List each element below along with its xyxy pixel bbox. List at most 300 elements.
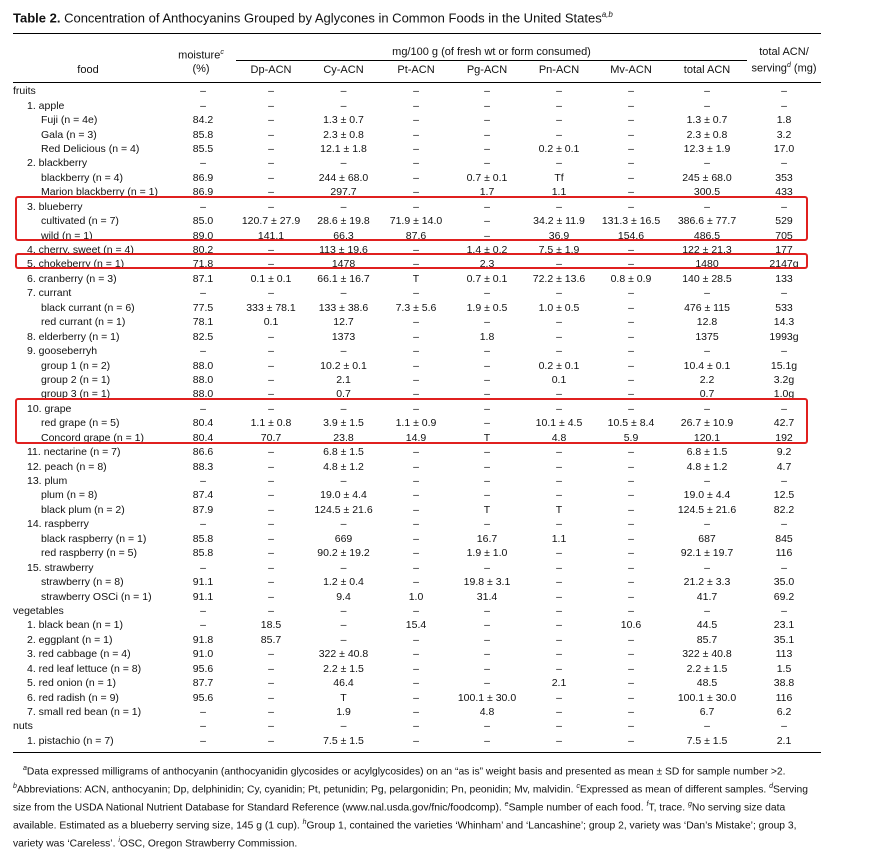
food-cell: 4. cherry, sweet (n = 4) xyxy=(27,244,134,257)
value-cell: – xyxy=(340,402,347,415)
value-cell: – xyxy=(268,142,274,155)
value-cell: 70.7 xyxy=(260,431,282,444)
value-cell: 386.6 ± 77.7 xyxy=(677,215,737,228)
value-cell: 4.8 xyxy=(551,431,567,444)
value-cell: 19.0 ± 4.4 xyxy=(320,489,367,502)
food-cell: group 3 (n = 1) xyxy=(41,388,111,401)
value-cell: 28.6 ± 19.8 xyxy=(317,215,370,228)
food-cell: red currant (n = 1) xyxy=(41,316,126,329)
value-cell: 88.3 xyxy=(192,460,214,473)
food-cell: black raspberry (n = 1) xyxy=(41,532,147,545)
value-cell: – xyxy=(628,186,634,199)
footnote-b: Abbreviations: ACN, anthocyanin; Dp, delphinidin; Cy, cyanidin; Pt, petunidin; Pg, pelargonidin; Pn, peonidin; Mv, malvidin. xyxy=(16,784,574,796)
value-cell: – xyxy=(556,85,562,98)
value-cell: – xyxy=(781,720,787,733)
value-cell: – xyxy=(200,200,206,213)
value-cell: – xyxy=(628,258,634,271)
value-cell: – xyxy=(413,460,419,473)
value-cell: 0.1 ± 0.1 xyxy=(250,272,292,285)
value-cell: – xyxy=(340,200,347,213)
value-cell: – xyxy=(556,258,562,271)
value-cell: – xyxy=(413,99,419,112)
value-cell: 124.5 ± 21.6 xyxy=(677,503,737,516)
value-cell: – xyxy=(484,460,490,473)
table-row xyxy=(13,589,821,603)
value-cell: 100.1 ± 30.0 xyxy=(457,691,517,704)
header-group-rule xyxy=(236,60,747,61)
value-cell: – xyxy=(268,576,274,589)
value-cell: 116 xyxy=(775,691,793,704)
value-cell: – xyxy=(556,590,562,603)
table-row xyxy=(13,286,821,300)
value-cell: – xyxy=(556,287,562,300)
table-row xyxy=(13,373,821,387)
table-row xyxy=(13,459,821,473)
value-cell: – xyxy=(268,734,274,747)
table-row xyxy=(13,301,821,315)
value-cell: – xyxy=(200,287,206,300)
value-cell: – xyxy=(268,388,274,401)
value-cell: 1480 xyxy=(695,258,719,271)
value-cell: – xyxy=(413,734,419,747)
value-cell: – xyxy=(268,532,274,545)
value-cell: – xyxy=(268,677,274,690)
value-cell: – xyxy=(200,720,206,733)
value-cell: – xyxy=(340,561,347,574)
value-cell: – xyxy=(340,345,347,358)
value-cell: – xyxy=(484,662,490,675)
value-cell: 1.9 ± 1.0 xyxy=(466,547,508,560)
value-cell: – xyxy=(340,604,347,617)
value-cell: 18.5 xyxy=(260,619,282,632)
value-cell: 15.4 xyxy=(405,619,427,632)
value-cell: 3.2g xyxy=(773,373,795,386)
value-cell: 7.3 ± 5.6 xyxy=(395,301,437,314)
footnote-f: T, trace. xyxy=(648,802,686,814)
food-cell: Marion blackberry (n = 1) xyxy=(41,186,159,199)
value-cell: – xyxy=(484,633,490,646)
value-cell: – xyxy=(413,475,419,488)
table-row xyxy=(13,98,821,112)
value-cell: 4.8 xyxy=(479,706,495,719)
food-cell: black plum (n = 2) xyxy=(41,503,125,516)
highlight-grape xyxy=(15,398,808,444)
value-cell: 23.1 xyxy=(773,619,795,632)
value-cell: – xyxy=(628,720,634,733)
value-cell: – xyxy=(268,720,274,733)
value-cell: 87.7 xyxy=(192,677,214,690)
value-cell: – xyxy=(556,720,562,733)
caption-footnote-marks: a,b xyxy=(601,10,613,19)
table-row xyxy=(13,676,821,690)
value-cell: – xyxy=(268,200,274,213)
col-header-dp: Dp-ACN xyxy=(250,64,292,76)
value-cell: – xyxy=(556,489,562,502)
value-cell: – xyxy=(556,99,562,112)
value-cell: – xyxy=(268,287,274,300)
value-cell: 86.9 xyxy=(192,171,214,184)
value-cell: – xyxy=(200,619,206,632)
food-cell: 3. blueberry xyxy=(27,200,83,213)
value-cell: 3.2 xyxy=(776,128,792,141)
value-cell: 46.4 xyxy=(333,677,354,690)
value-cell: – xyxy=(268,157,274,170)
food-cell: 5. red onion (n = 1) xyxy=(27,677,117,690)
footnote-i: OSC, Oregon Strawberry Commission. xyxy=(119,838,298,850)
footnote-g: No serving size data available. Estimated as a blueberry serving size, 145 g (1 cup). xyxy=(13,802,786,832)
value-cell: – xyxy=(556,691,562,704)
value-cell: – xyxy=(413,142,419,155)
value-cell: – xyxy=(781,518,787,531)
value-cell: – xyxy=(628,316,634,329)
value-cell: – xyxy=(484,388,490,401)
value-cell: – xyxy=(200,734,206,747)
food-cell: 7. currant xyxy=(27,287,72,300)
value-cell: – xyxy=(704,604,710,617)
value-cell: – xyxy=(268,330,274,343)
col-header-total: total ACN xyxy=(683,64,731,76)
table-row xyxy=(13,647,821,661)
col-header-cy: Cy-ACN xyxy=(323,64,364,76)
value-cell: – xyxy=(413,662,419,675)
value-cell: – xyxy=(340,720,347,733)
table-row xyxy=(13,474,821,488)
food-cell: red raspberry (n = 5) xyxy=(41,547,137,560)
value-cell: – xyxy=(628,128,634,141)
value-cell: – xyxy=(268,503,274,516)
highlight-chokeberry xyxy=(15,253,808,269)
value-cell: – xyxy=(556,662,562,675)
value-cell: 82.5 xyxy=(192,330,214,343)
value-cell: 10.6 xyxy=(620,619,642,632)
value-cell: 80.2 xyxy=(192,244,214,257)
value-cell: – xyxy=(556,706,562,719)
value-cell: – xyxy=(200,345,206,358)
value-cell: – xyxy=(484,561,490,574)
value-cell: – xyxy=(484,142,490,155)
value-cell: 113 xyxy=(775,648,793,661)
value-cell: T xyxy=(483,431,491,444)
value-cell: – xyxy=(556,388,562,401)
value-cell: – xyxy=(484,720,490,733)
value-cell: – xyxy=(268,604,274,617)
value-cell: T xyxy=(555,503,563,516)
value-cell: 9.2 xyxy=(776,446,792,459)
value-cell: 12.3 ± 1.9 xyxy=(683,142,731,155)
value-cell: 533 xyxy=(775,301,793,314)
value-cell: T xyxy=(412,272,420,285)
value-cell: 2147g xyxy=(769,258,799,271)
food-cell: fruits xyxy=(13,85,36,98)
food-cell: 6. red radish (n = 9) xyxy=(27,691,119,704)
value-cell: – xyxy=(628,359,634,372)
value-cell: 85.7 xyxy=(696,633,718,646)
value-cell: 1.2 ± 0.4 xyxy=(323,576,364,589)
value-cell: – xyxy=(628,171,634,184)
table-row xyxy=(13,690,821,704)
value-cell: 48.5 xyxy=(696,677,718,690)
value-cell: 34.2 ± 11.9 xyxy=(533,215,585,228)
value-cell: 87.6 xyxy=(405,229,427,242)
value-cell: – xyxy=(628,734,634,747)
value-cell: – xyxy=(628,633,634,646)
col-header-group: mg/100 g (of fresh wt or form consumed) xyxy=(392,46,591,58)
table-row xyxy=(13,84,821,98)
value-cell: – xyxy=(556,475,562,488)
value-cell: – xyxy=(413,373,419,386)
value-cell: – xyxy=(628,604,634,617)
value-cell: – xyxy=(781,345,787,358)
value-cell: – xyxy=(628,402,634,415)
value-cell: – xyxy=(413,287,419,300)
col-header-pg: Pg-ACN xyxy=(466,64,508,76)
value-cell: 133 xyxy=(775,272,793,285)
value-cell: – xyxy=(340,99,347,112)
value-cell: 140 ± 28.5 xyxy=(682,272,732,285)
value-cell: – xyxy=(781,99,787,112)
food-cell: Fuji (n = 4e) xyxy=(41,114,98,127)
value-cell: – xyxy=(556,604,562,617)
value-cell: – xyxy=(556,734,562,747)
value-cell: – xyxy=(628,388,634,401)
value-cell: – xyxy=(413,128,419,141)
value-cell: – xyxy=(340,619,347,632)
value-cell: 17.0 xyxy=(773,142,795,155)
value-cell: – xyxy=(484,99,490,112)
value-cell: – xyxy=(628,590,634,603)
value-cell: Tf xyxy=(554,171,564,184)
value-cell: 7.5 ± 1.5 xyxy=(323,734,364,747)
value-cell: 71.8 xyxy=(192,258,214,271)
value-cell: 1373 xyxy=(331,330,356,343)
food-cell: 4. red leaf lettuce (n = 8) xyxy=(27,662,142,675)
value-cell: 2.1 xyxy=(776,734,792,747)
value-cell: – xyxy=(413,402,419,415)
value-cell: 0.7 xyxy=(336,388,351,401)
value-cell: – xyxy=(413,561,419,574)
value-cell: 669 xyxy=(334,532,353,545)
col-header-moisture: moisture$^c$ (%) xyxy=(178,49,224,75)
value-cell: – xyxy=(413,316,419,329)
value-cell: – xyxy=(200,518,206,531)
value-cell: 12.5 xyxy=(773,489,795,502)
value-cell: – xyxy=(628,114,634,127)
value-cell: – xyxy=(704,475,710,488)
value-cell: 44.5 xyxy=(696,619,718,632)
value-cell: 10.4 ± 0.1 xyxy=(683,359,731,372)
value-cell: 10.1 ± 4.5 xyxy=(535,417,583,430)
value-cell: – xyxy=(704,287,710,300)
value-cell: 300.5 xyxy=(693,186,721,199)
value-cell: 0.1 xyxy=(263,316,279,329)
value-cell: 2.2 xyxy=(699,373,715,386)
value-cell: – xyxy=(556,345,562,358)
food-cell: nuts xyxy=(13,720,33,733)
value-cell: 80.4 xyxy=(192,431,214,444)
value-cell: 2.3 xyxy=(479,258,495,271)
food-cell: black currant (n = 6) xyxy=(41,301,135,314)
value-cell: – xyxy=(628,475,634,488)
value-cell: – xyxy=(413,186,419,199)
value-cell: – xyxy=(484,677,490,690)
value-cell: 2.2 ± 1.5 xyxy=(686,662,728,675)
table-row xyxy=(13,705,821,719)
value-cell: 133 ± 38.6 xyxy=(318,301,369,314)
value-cell: 433 xyxy=(775,186,793,199)
value-cell: – xyxy=(200,561,206,574)
food-cell: Red Delicious (n = 4) xyxy=(41,142,140,155)
value-cell: – xyxy=(628,373,634,386)
value-cell: 69.2 xyxy=(773,590,795,603)
value-cell: – xyxy=(781,157,787,170)
value-cell: – xyxy=(484,128,490,141)
value-cell: 31.4 xyxy=(476,590,498,603)
value-cell: 66.1 ± 16.7 xyxy=(317,272,370,285)
value-cell: – xyxy=(628,532,634,545)
value-cell: 5.9 xyxy=(623,431,639,444)
value-cell: – xyxy=(704,402,710,415)
value-cell: – xyxy=(704,85,710,98)
value-cell: 353 xyxy=(775,171,793,184)
food-cell: 2. eggplant (n = 1) xyxy=(27,633,113,646)
value-cell: – xyxy=(704,345,710,358)
value-cell: 9.4 xyxy=(336,590,351,603)
food-cell: 9. gooseberryh xyxy=(27,345,98,358)
value-cell: – xyxy=(268,85,274,98)
value-cell: – xyxy=(413,489,419,502)
food-cell: cultivated (n = 7) xyxy=(41,215,119,228)
value-cell: 91.1 xyxy=(192,576,214,589)
value-cell: 245 ± 68.0 xyxy=(682,171,732,184)
value-cell: – xyxy=(781,402,787,415)
value-cell: 87.9 xyxy=(192,503,214,516)
value-cell: 26.7 ± 10.9 xyxy=(680,417,734,430)
value-cell: – xyxy=(628,446,634,459)
value-cell: 1375 xyxy=(695,330,719,343)
value-cell: 333 ± 78.1 xyxy=(246,301,296,314)
value-cell: 113 ± 19.6 xyxy=(319,244,368,257)
value-cell: 87.1 xyxy=(192,272,214,285)
footnote-c: Expressed as mean of different samples. xyxy=(579,784,767,796)
value-cell: 91.8 xyxy=(192,633,214,646)
food-cell: 7. small red bean (n = 1) xyxy=(27,706,142,719)
value-cell: – xyxy=(781,604,787,617)
value-cell: – xyxy=(268,706,274,719)
value-cell: – xyxy=(268,186,274,199)
value-cell: 529 xyxy=(775,215,793,228)
value-cell: – xyxy=(484,345,490,358)
food-cell: Concord grape (n = 1) xyxy=(41,431,145,444)
value-cell: – xyxy=(340,518,347,531)
value-cell: – xyxy=(340,475,347,488)
value-cell: – xyxy=(268,561,274,574)
value-cell: – xyxy=(628,330,634,343)
value-cell: 85.8 xyxy=(192,532,214,545)
food-cell: group 1 (n = 2) xyxy=(41,359,111,372)
col-header-mv: Mv-ACN xyxy=(610,64,652,76)
value-cell: – xyxy=(556,128,562,141)
value-cell: 2.2 ± 1.5 xyxy=(323,662,364,675)
value-cell: 77.5 xyxy=(192,301,214,314)
table-row xyxy=(13,171,821,185)
value-cell: – xyxy=(628,99,634,112)
value-cell: 2.3 ± 0.8 xyxy=(686,128,728,141)
value-cell: – xyxy=(484,215,490,228)
value-cell: – xyxy=(268,244,274,257)
value-cell: 0.7 xyxy=(699,388,715,401)
value-cell: 1478 xyxy=(331,258,356,271)
value-cell: – xyxy=(556,200,562,213)
header-bottom-rule xyxy=(13,82,821,83)
value-cell: 14.3 xyxy=(773,316,795,329)
value-cell: 122 ± 21.3 xyxy=(682,244,732,257)
table-row xyxy=(13,517,821,531)
food-cell: red grape (n = 5) xyxy=(41,417,120,430)
table-row xyxy=(13,503,821,517)
value-cell: 297.7 xyxy=(330,186,357,199)
value-cell: 90.2 ± 19.2 xyxy=(317,547,370,560)
value-cell: – xyxy=(628,648,634,661)
food-cell: strawberry OSCi (n = 1) xyxy=(41,590,152,603)
value-cell: 87.4 xyxy=(192,489,214,502)
table-footnotes: $^a$Data expressed milligrams of anthocyanin (anthocyanidin glycosides or acylglycosides) on an “as is” weight basis and presented as mean ± SD for sample number >2. $^b$Abbreviations: ACN, anthocyanin; Dp, delphinidin; Cy, cyanidin; Pt, petunidin; Pg, pelargonidin; Pn, peonidin; Mv, malvidin. $^c$Expressed as mean of different samples. $^d$Serving size from the USDA National Nutrient Database for Standard Reference (www.nal.usda.gov/fnic/foodcomp). $^e$Sample number of each food. $^f$T, trace. $^g$No serving size data available. Estimated as a blueberry serving size, 145 g (1 cup). $^h$Group 1, contained the varieties ‘Whinham’ and ‘Lancashine’; group 2, variety was ‘Dan’s Mistake’; group 3, variety was ‘Careless’. $^i$OSC, Oregon Strawberry Commission. xyxy=(13,765,808,850)
value-cell: 1.0 ± 0.5 xyxy=(538,301,580,314)
value-cell: 1.5 xyxy=(776,662,792,675)
value-cell: – xyxy=(628,157,634,170)
value-cell: – xyxy=(268,345,274,358)
value-cell: 322 ± 40.8 xyxy=(318,648,369,661)
value-cell: 38.8 xyxy=(773,677,795,690)
value-cell: – xyxy=(484,475,490,488)
value-cell: – xyxy=(556,576,562,589)
value-cell: 95.6 xyxy=(192,662,214,675)
header-top-rule xyxy=(13,33,821,34)
value-cell: – xyxy=(340,85,347,98)
value-cell: 14.9 xyxy=(405,431,427,444)
value-cell: – xyxy=(268,258,274,271)
value-cell: 12.8 xyxy=(696,316,718,329)
value-cell: – xyxy=(628,691,634,704)
value-cell: 1993g xyxy=(769,330,799,343)
value-cell: – xyxy=(200,604,206,617)
value-cell: – xyxy=(413,547,419,560)
value-cell: 86.9 xyxy=(192,186,214,199)
food-cell: Gala (n = 3) xyxy=(41,128,97,141)
col-header-pn: Pn-ACN xyxy=(538,64,580,76)
food-cell: 8. elderberry (n = 1) xyxy=(27,330,120,343)
value-cell: – xyxy=(628,460,634,473)
value-cell: – xyxy=(484,157,490,170)
food-cell: 10. grape xyxy=(27,402,72,415)
value-cell: 66.3 xyxy=(333,229,354,242)
value-cell: – xyxy=(628,662,634,675)
value-cell: – xyxy=(781,475,787,488)
value-cell: 244 ± 68.0 xyxy=(318,171,369,184)
value-cell: – xyxy=(704,200,710,213)
value-cell: 23.8 xyxy=(333,431,354,444)
value-cell: – xyxy=(268,402,274,415)
value-cell: – xyxy=(556,460,562,473)
value-cell: 2.1 xyxy=(551,677,567,690)
value-cell: 80.4 xyxy=(192,417,214,430)
value-cell: T xyxy=(483,503,491,516)
table-row xyxy=(13,113,821,127)
value-cell: – xyxy=(704,561,710,574)
value-cell: 4.8 ± 1.2 xyxy=(686,460,728,473)
value-cell: – xyxy=(628,561,634,574)
value-cell: – xyxy=(413,604,419,617)
value-cell: – xyxy=(413,446,419,459)
